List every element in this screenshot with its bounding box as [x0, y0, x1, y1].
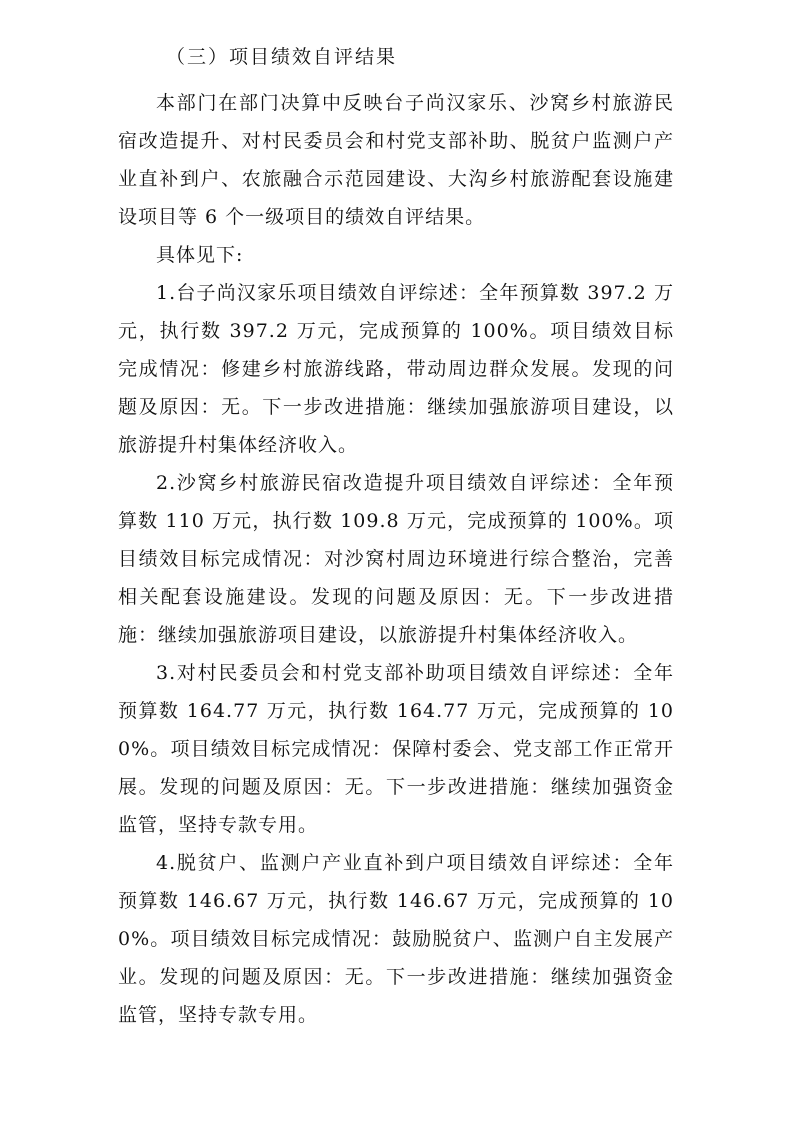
intro-paragraph: 本部门在部门决算中反映台子尚汉家乐、沙窝乡村旅游民宿改造提升、对村民委员会和村党支部补助、脱贫户监测户产业直补到户、农旅融合示范园建设、大沟乡村旅游配套设施建设项目等 6 个一级项目的绩效自评结果。 [118, 92, 674, 228]
section-heading: （三）项目绩效自评结果 [166, 46, 398, 68]
document-body [118, 84, 674, 1034]
project-2-paragraph: 2.沙窝乡村旅游民宿改造提升项目绩效自评综述：全年预算数 110 万元，执行数 109.8 万元，完成预算的 100%。项目绩效目标完成情况：对沙窝村周边环境进行综合整治，完善相关配套设施建设。发现的问题及原因：无。下一步改进措施：继续加强旅游项目建设，以旅游提升村集体经济收入。 [118, 472, 674, 646]
project-4-paragraph: 4.脱贫户、监测户产业直补到户项目绩效自评综述：全年预算数 146.67 万元，执行数 146.67 万元，完成预算的 100%。项目绩效目标完成情况：鼓励脱贫户、监测户自主发展产业。发现的问题及原因：无。下一步改进措施：继续加强资金监管，坚持专款专用。 [118, 852, 674, 1026]
details-lead-paragraph: 具体见下: [156, 244, 244, 266]
project-3-paragraph: 3.对村民委员会和村党支部补助项目绩效自评综述：全年预算数 164.77 万元，执行数 164.77 万元，完成预算的 100%。项目绩效目标完成情况：保障村委会、党支部工作正常开展。发现的问题及原因：无。下一步改进措施：继续加强资金监管，坚持专款专用。 [118, 662, 674, 836]
project-1-paragraph: 1.台子尚汉家乐项目绩效自评综述：全年预算数 397.2 万元，执行数 397.2 万元，完成预算的 100%。项目绩效目标完成情况：修建乡村旅游线路，带动周边群众发展。发现的问题及原因：无。下一步改进措施：继续加强旅游项目建设，以旅游提升村集体经济收入。 [118, 282, 674, 456]
